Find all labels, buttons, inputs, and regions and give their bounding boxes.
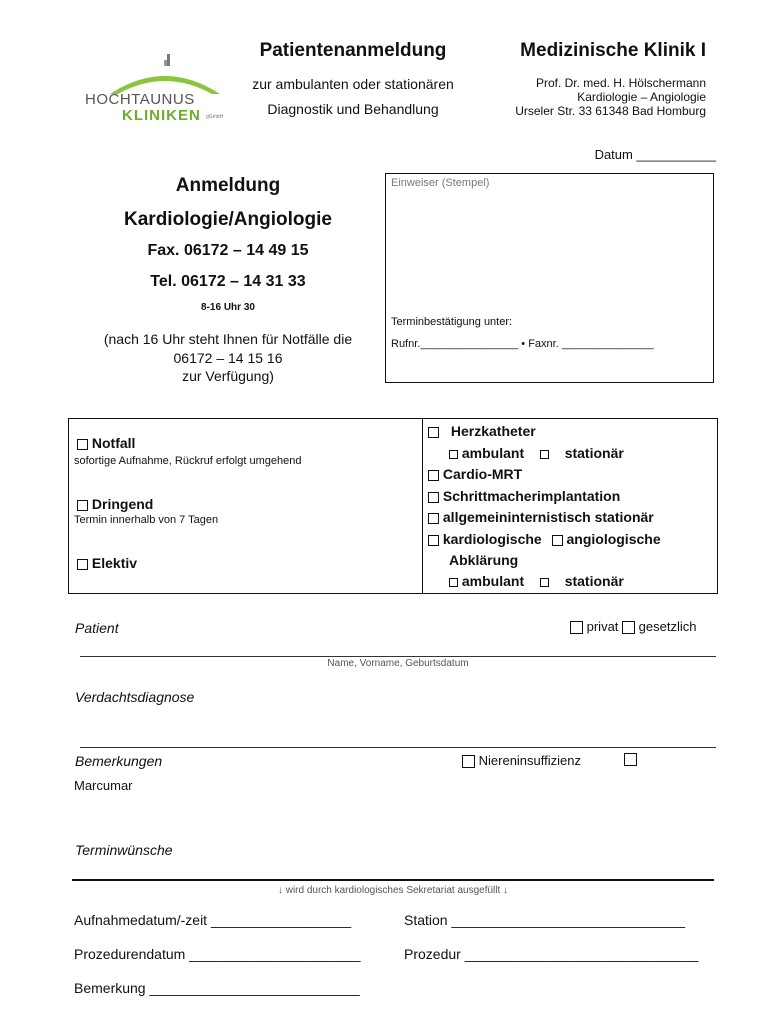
option-notfall[interactable] xyxy=(77,435,135,451)
option-allgemein[interactable] xyxy=(428,509,654,525)
stamp-box[interactable] xyxy=(385,173,714,383)
angiologische-label: angiologische xyxy=(566,531,661,547)
clinic-address: Urseler Str. 33 61348 Bad Homburg xyxy=(515,104,706,118)
logo-small: gGmbH xyxy=(206,114,224,120)
header-sub1: zur ambulanten oder stationären xyxy=(252,76,454,92)
header-sub2: Diagnostik und Behandlung xyxy=(267,101,439,117)
phone-number: Tel. 06172 – 14 31 33 xyxy=(150,273,306,290)
herzkatheter-checkbox[interactable] xyxy=(428,427,439,438)
sekretariat-divider xyxy=(72,879,714,881)
confirm-phone-fax[interactable]: Rufnr.________________ • Faxnr. _______________ xyxy=(391,338,654,350)
notfall-description: sofortige Aufnahme, Rückruf erfolgt umgehend xyxy=(74,455,302,467)
option-dringend[interactable] xyxy=(77,496,153,512)
privat-checkbox[interactable] xyxy=(570,621,583,634)
option-cardio-mrt[interactable] xyxy=(428,466,522,482)
patient-name-hint: Name, Vorname, Geburtsdatum xyxy=(327,658,469,669)
aufnahmedatum-field[interactable]: Aufnahmedatum/-zeit __________________ xyxy=(74,912,352,928)
notfall-label: Notfall xyxy=(91,435,136,451)
prozedurendatum-field[interactable]: Prozedurendatum ______________________ xyxy=(74,946,361,962)
niere-option xyxy=(462,753,581,768)
option-schrittmacher[interactable] xyxy=(428,488,620,504)
gesetzlich-checkbox[interactable] xyxy=(622,621,635,634)
herzkatheter-label: Herzkatheter xyxy=(450,423,536,439)
schrittmacher-label: Schrittmacherimplantation xyxy=(442,488,621,504)
station-field[interactable]: Station ______________________________ xyxy=(404,912,686,928)
abklaerung-ambulant-label: ambulant xyxy=(461,573,525,589)
clinic-name: Medizinische Klinik I xyxy=(520,40,706,61)
herzkatheter-ambulant-checkbox[interactable] xyxy=(449,450,458,459)
patient-name-line[interactable] xyxy=(80,656,716,657)
abklaerung-label: Abklärung xyxy=(449,552,519,568)
bemerkung-field[interactable]: Bemerkung ___________________________ xyxy=(74,980,360,996)
registration-heading: Anmeldung xyxy=(175,175,281,196)
abklaerung-ambulant-checkbox[interactable] xyxy=(449,578,458,587)
allgemein-checkbox[interactable] xyxy=(428,513,439,524)
kardiologische-label: kardiologische xyxy=(442,531,542,547)
allgemein-label: allgemeininternistisch stationär xyxy=(442,509,654,525)
gesetzlich-label: gesetzlich xyxy=(638,619,697,634)
clinic-dept: Kardiologie – Angiologie xyxy=(577,90,706,104)
notfall-checkbox[interactable] xyxy=(77,439,88,450)
prozedur-field[interactable]: Prozedur ______________________________ xyxy=(404,946,699,962)
bemerkungen-label: Bemerkungen xyxy=(75,753,163,769)
logo-line2: KLINIKEN xyxy=(122,107,201,124)
elektiv-checkbox[interactable] xyxy=(77,559,88,570)
verdacht-label: Verdachtsdiagnose xyxy=(75,689,195,705)
appointment-confirm-label: Terminbestätigung unter: xyxy=(391,316,513,328)
terminwuensche-label: Terminwünsche xyxy=(75,842,173,858)
option-elektiv[interactable] xyxy=(77,555,137,571)
clinic-prof: Prof. Dr. med. H. Hölschermann xyxy=(535,76,706,90)
sekretariat-note: ↓ wird durch kardiologisches Sekretariat ausgefüllt ↓ xyxy=(277,885,509,896)
schrittmacher-checkbox[interactable] xyxy=(428,492,439,503)
emergency-note-1: (nach 16 Uhr steht Ihnen für Notfälle die xyxy=(103,331,353,347)
herzkatheter-stationaer-checkbox[interactable] xyxy=(540,450,549,459)
logo-line1: HOCHTAUNUS xyxy=(85,91,195,108)
dringend-checkbox[interactable] xyxy=(77,500,88,511)
niere-label: Niereninsuffizienz xyxy=(478,753,581,768)
kardiologische-checkbox[interactable] xyxy=(428,535,439,546)
patient-label: Patient xyxy=(75,620,119,636)
abklaerung-stationaer-label: stationär xyxy=(564,573,624,589)
form-title: Patientenanmeldung xyxy=(259,40,447,61)
insurance-options xyxy=(570,619,696,634)
emergency-note-2: 06172 – 14 15 16 xyxy=(173,350,283,366)
logo xyxy=(80,50,230,125)
abklaerung-setting xyxy=(449,573,624,589)
angiologische-checkbox[interactable] xyxy=(552,535,563,546)
privat-label: privat xyxy=(586,619,619,634)
dringend-label: Dringend xyxy=(91,496,154,512)
department-heading: Kardiologie/Angiologie xyxy=(124,209,332,230)
dringend-description: Termin innerhalb von 7 Tagen xyxy=(74,514,219,526)
herzkatheter-ambulant-label: ambulant xyxy=(461,445,525,461)
marcumar-label: Marcumar xyxy=(74,778,133,793)
cardio-mrt-checkbox[interactable] xyxy=(428,470,439,481)
herzkatheter-setting xyxy=(449,445,624,461)
herzkatheter-stationaer-label: stationär xyxy=(564,445,624,461)
office-hours: 8-16 Uhr 30 xyxy=(201,302,255,313)
fax-number: Fax. 06172 – 14 49 15 xyxy=(147,242,309,259)
verdacht-line[interactable] xyxy=(80,747,716,748)
request-box-divider xyxy=(422,418,423,594)
extra-checkbox[interactable] xyxy=(624,753,637,766)
stamp-label: Einweiser (Stempel) xyxy=(391,177,490,189)
date-field[interactable]: Datum ___________ xyxy=(594,147,716,162)
option-kardiologische[interactable] xyxy=(428,531,661,547)
niere-checkbox[interactable] xyxy=(462,755,475,768)
emergency-note-3: zur Verfügung) xyxy=(182,368,274,384)
option-herzkatheter[interactable] xyxy=(428,423,536,439)
cardio-mrt-label: Cardio-MRT xyxy=(442,466,523,482)
elektiv-label: Elektiv xyxy=(91,555,138,571)
abklaerung-stationaer-checkbox[interactable] xyxy=(540,578,549,587)
